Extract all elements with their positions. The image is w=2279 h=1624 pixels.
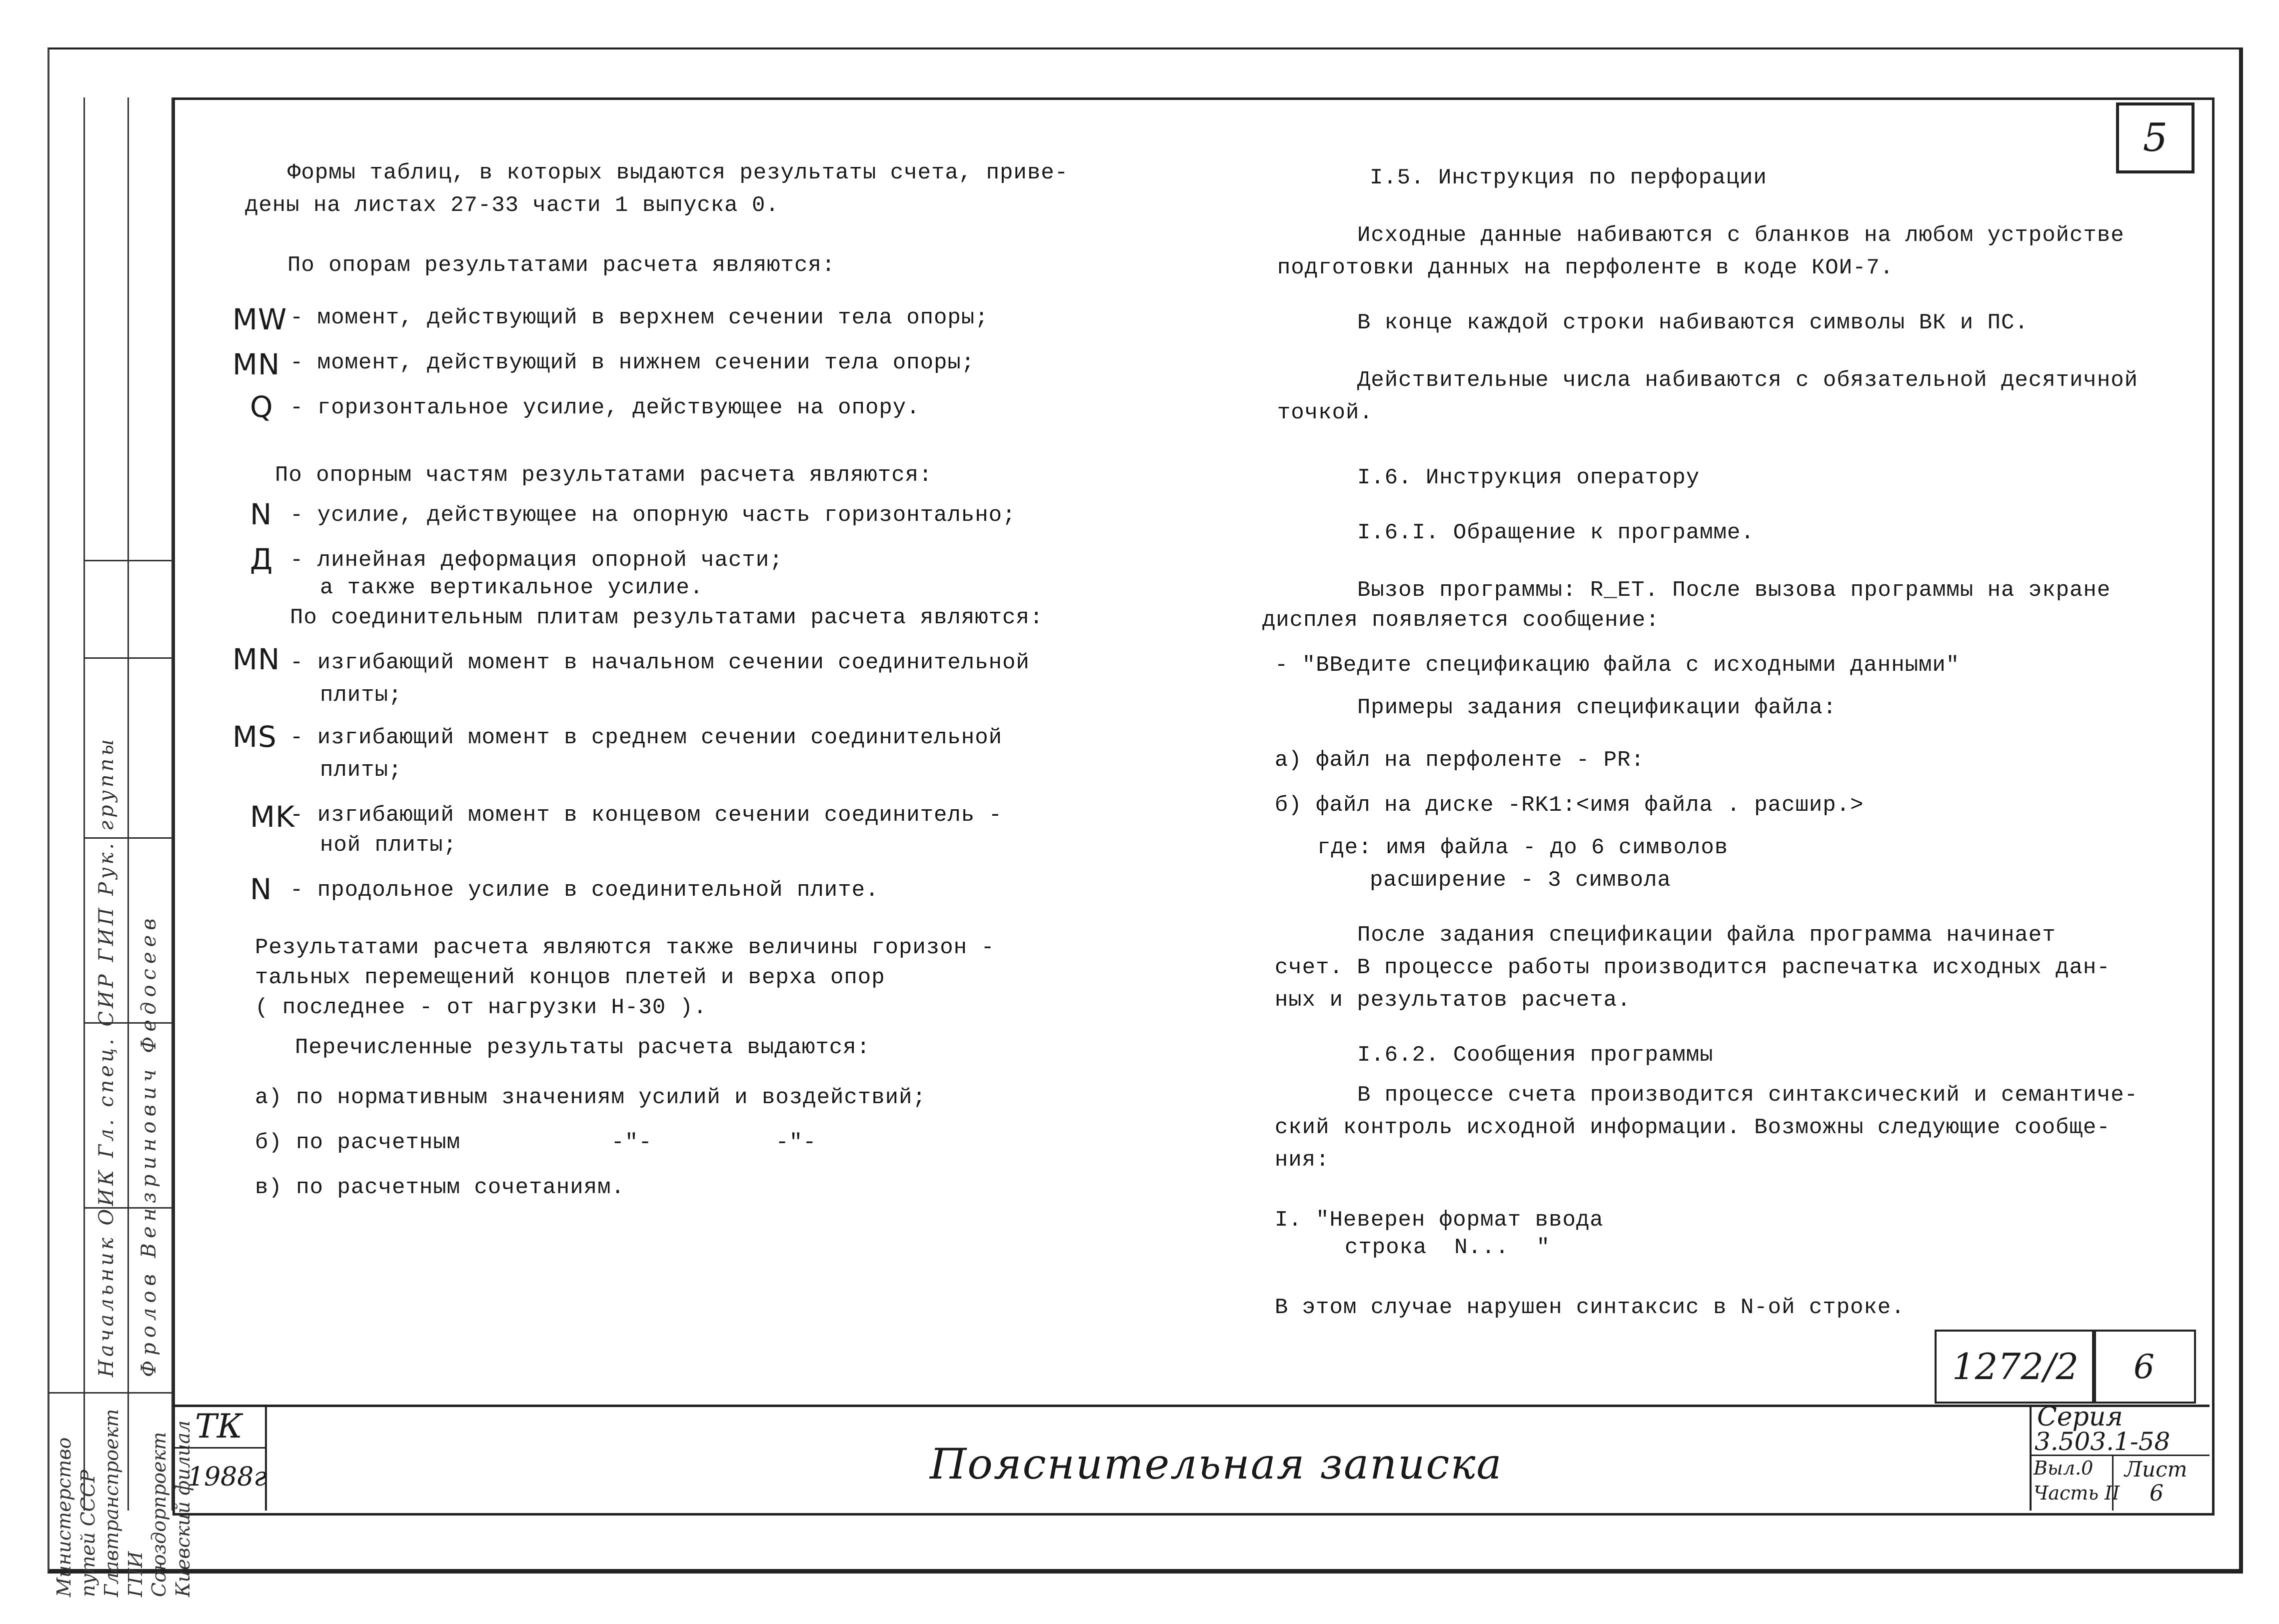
stamp-year: 1988г: [187, 1462, 267, 1492]
where-line-1: где: имя файла - до 6 символов: [1317, 835, 1729, 860]
heading-1-6: I.6. Инструкция оператору: [1357, 465, 1700, 490]
plates-text-mk-2: ной плиты;: [320, 833, 457, 858]
doc-sheet: 6: [2134, 1347, 2155, 1386]
bearings-sym-n: N: [250, 497, 272, 531]
also-line-2: тальных перемещений концов плетей и верха опор: [255, 965, 885, 990]
p4-line-1: Вызов программы: R_ET. После вызова программы на экране: [1357, 578, 2111, 603]
also-line-1: Результатами расчета являются также величины горизон -: [255, 935, 995, 960]
bearings-text-n: - усилие, действующее на опорную часть горизонтально;: [290, 503, 1016, 528]
stamp-chast: Часть II: [2034, 1482, 2120, 1504]
bearings-sym-d: Д: [250, 542, 273, 576]
doc-code-box: [1935, 1330, 2096, 1404]
heading-1-6-1: I.6.I. Обращение к программе.: [1357, 520, 1755, 545]
message-1-line-2: строка N... ": [1345, 1235, 1551, 1260]
p8-line-2: ский контроль исходной информации. Возможны следующие сообще-: [1275, 1115, 2111, 1140]
p8-line-1: В процессе счета производится синтаксический и семантиче-: [1357, 1083, 2139, 1108]
example-b: б) файл на диске -RK1:<имя файла . расшир.>: [1275, 793, 1864, 818]
plates-sym-mk: MK: [250, 800, 295, 834]
p1-line-1: Исходные данные набиваются с бланков на любом устройстве: [1357, 223, 2125, 248]
issued-heading: Перечисленные результаты расчета выдаются:: [295, 1035, 870, 1060]
p6: Примеры задания спецификации файла:: [1357, 695, 1837, 720]
supports-sym-q: Q: [250, 390, 273, 424]
plates-text-ms-1: - изгибающий момент в среднем сечении соединительной: [290, 725, 1003, 750]
plates-heading: По соединительным плитам результатами расчета являются:: [290, 605, 1044, 630]
plates-text-ms-2: плиты;: [320, 758, 402, 783]
heading-1-6-2: I.6.2. Сообщения программы: [1357, 1043, 1714, 1068]
p1-line-2: подготовки данных на перфоленте в коде КОИ-7.: [1277, 255, 1894, 280]
doc-code: 1272/2: [1952, 1346, 2079, 1388]
p8-line-3: ния:: [1275, 1148, 1330, 1173]
issued-item-c: в) по расчетным сочетаниям.: [255, 1175, 625, 1200]
supports-text-mw: - момент, действующий в верхнем сечении тела опоры;: [290, 305, 989, 330]
series-number: 3.503.1-58: [2035, 1427, 2171, 1456]
doc-sheet-box: [2092, 1330, 2196, 1404]
plates-sym-ms: MS: [232, 720, 277, 754]
series-label: Серия: [2037, 1402, 2123, 1432]
sidebar-names: Фролов Вензринович Федосеев: [137, 913, 160, 1377]
also-line-3: ( последнее - от нагрузки Н-30 ).: [255, 995, 707, 1020]
plates-sym-mn: MN: [232, 642, 280, 676]
issued-item-a: а) по нормативным значениям усилий и воздействий;: [255, 1085, 926, 1110]
plates-text-mn-1: - изгибающий момент в начальном сечении соединительной: [290, 650, 1030, 675]
stamp-list: 6: [2150, 1481, 2164, 1506]
p3-line-2: точкой.: [1277, 400, 1373, 425]
supports-sym-mn: MN: [232, 347, 280, 381]
p7-line-3: ных и результатов расчета.: [1275, 988, 1631, 1013]
issued-item-b: б) по расчетным -"- -"-: [255, 1130, 817, 1155]
supports-heading: По опорам результатами расчета являются:: [287, 253, 836, 278]
supports-text-mn: - момент, действующий в нижнем сечении тела опоры;: [290, 350, 975, 375]
bearings-extra: а также вертикальное усилие.: [320, 575, 704, 600]
sidebar-positions: Начальник ОИК Гл. спец. СИР ГИП Рук. группы: [95, 736, 118, 1377]
p9: В этом случае нарушен синтаксис в N-ой строке.: [1275, 1295, 1905, 1320]
message-1-line-1: I. "Неверен формат ввода: [1275, 1208, 1604, 1233]
sidebar-organization: Министерство путей СССР Главтранспроект ГПИ Союздорпроект Киевский филиал: [53, 1409, 194, 1597]
plates-sym-n: N: [250, 872, 272, 906]
sidebar-col-1: [47, 97, 85, 1511]
page-number-box: [2116, 102, 2195, 173]
plates-text-n: - продольное усилие в соединительной плите.: [290, 878, 879, 903]
p5: - "ВВедите спецификацию файла с исходными данными": [1275, 653, 1960, 678]
p7-line-2: счет. В процессе работы производится распечатка исходных дан-: [1275, 955, 2111, 980]
stamp-list-label: Лист: [2125, 1457, 2188, 1482]
plates-text-mn-2: плиты;: [320, 683, 402, 708]
where-line-2: расширение - 3 символа: [1370, 868, 1671, 893]
p3-line-1: Действительные числа набиваются с обязательной десятичной: [1357, 368, 2139, 393]
document-title: Пояснительная записка: [930, 1440, 1503, 1489]
supports-text-q: - горизонтальное усилие, действующее на опору.: [290, 395, 920, 420]
intro-line-1: Формы таблиц, в которых выдаются результаты счета, приве-: [287, 160, 1069, 185]
heading-1-5: I.5. Инструкция по перфорации: [1370, 165, 1767, 190]
p2: В конце каждой строки набиваются символы ВК и ПС.: [1357, 310, 2029, 335]
plates-text-mk-1: - изгибающий момент в концевом сечении соединитель -: [290, 803, 1003, 828]
intro-line-2: дены на листах 27-33 части 1 выпуска 0.: [245, 193, 779, 218]
signature-sidebar: [47, 97, 194, 1597]
stamp-vyp: Выл.0: [2034, 1457, 2094, 1479]
example-a: а) файл на перфоленте - PR:: [1275, 748, 1645, 773]
p4-line-2: дисплея появляется сообщение:: [1262, 608, 1660, 633]
bearings-text-d: - линейная деформация опорной части;: [290, 548, 783, 573]
supports-sym-mw: MW: [232, 302, 287, 336]
p7-line-1: После задания спецификации файла программа начинает: [1357, 923, 2056, 948]
page-number: 5: [2143, 115, 2168, 160]
stamp-tk: ТК: [195, 1407, 243, 1446]
bearings-heading: По опорным частям результатами расчета являются:: [275, 463, 933, 488]
